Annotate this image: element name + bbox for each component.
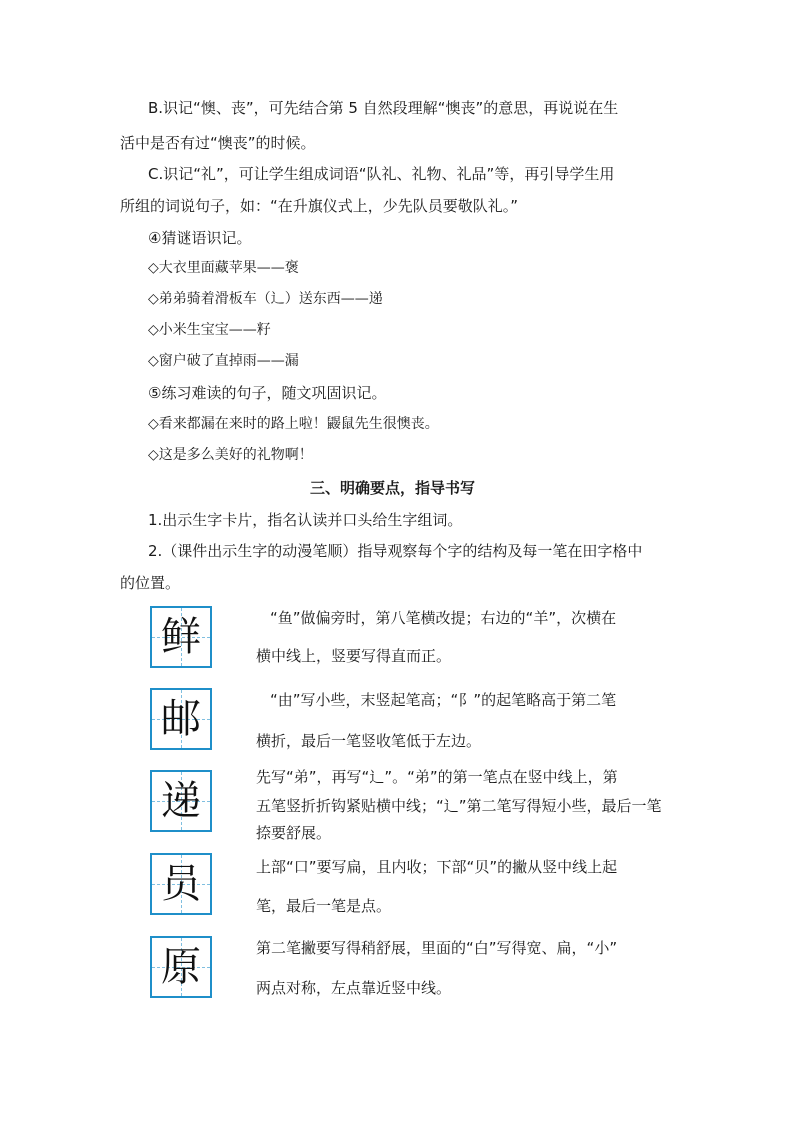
paragraph-line: C.识记“礼”，可让学生组成词语“队礼、礼物、礼品”等，再引导学生用 (148, 165, 615, 183)
character-description: 横折，最后一笔竖收笔低于左边。 (256, 732, 482, 750)
paragraph-line: ④猜谜语识记。 (148, 229, 252, 247)
tianzige-grid (150, 770, 212, 832)
tianzige-grid (150, 936, 212, 998)
tianzige-grid (150, 853, 212, 915)
step-line: 2.（课件出示生字的动漫笔顺）指导观察每个字的结构及每一笔在田字格中 (148, 542, 643, 560)
riddle-line: ◇大衣里面藏苹果——褒 (148, 260, 299, 276)
character-description: 五笔竖折折钩紧贴横中线；“辶”第二笔写得短小些，最后一笔 (256, 797, 662, 815)
riddle-line: ◇弟弟骑着滑板车（辶）送东西——递 (148, 291, 383, 307)
character-description: “鱼”做偏旁时，第八笔横改提；右边的“羊”，次横在 (270, 609, 617, 627)
step-line: 的位置。 (120, 574, 181, 592)
paragraph-line: B.识记“懊、丧”，可先结合第 5 自然段理解“懊丧”的意思，再说说在生 (148, 99, 619, 117)
character-description: “由”写小些，末竖起笔高；“阝”的起笔略高于第二笔 (270, 691, 617, 709)
riddle-line: ◇窗户破了直掉雨——漏 (148, 353, 299, 369)
character-description: 先写“弟”，再写“辶”。“弟”的第一笔点在竖中线上，第 (256, 768, 618, 786)
character-description: 横中线上，竖要写得直而正。 (256, 647, 452, 665)
paragraph-line: 活中是否有过“懊丧”的时候。 (120, 134, 316, 152)
character-glyph: 鲜 (161, 614, 201, 660)
character-description: 捺要舒展。 (256, 824, 332, 842)
tianzige-grid (150, 688, 212, 750)
section-title: 三、明确要点，指导书写 (310, 479, 476, 497)
sentence-line: ◇看来都漏在来时的路上啦！鼹鼠先生很懊丧。 (148, 416, 439, 432)
character-description: 上部“口”要写扁，且内收；下部“贝”的撇从竖中线上起 (256, 858, 618, 876)
step-line: 1.出示生字卡片，指名认读并口头给生字组词。 (148, 511, 463, 529)
character-glyph: 邮 (161, 696, 201, 742)
character-description: 第二笔撇要写得稍舒展，里面的“白”写得宽、扁，“小” (256, 939, 618, 957)
tianzige-grid (150, 606, 212, 668)
sentence-line: ◇这是多么美好的礼物啊！ (148, 447, 313, 463)
paragraph-line: ⑤练习难读的句子，随文巩固识记。 (148, 384, 387, 402)
character-glyph: 员 (161, 861, 201, 907)
character-glyph: 递 (161, 778, 201, 824)
character-glyph: 原 (161, 944, 201, 990)
character-description: 笔，最后一笔是点。 (256, 897, 392, 915)
paragraph-line: 所组的词说句子，如：“在升旗仪式上，少先队员要敬队礼。” (120, 197, 519, 215)
riddle-line: ◇小米生宝宝——籽 (148, 322, 271, 338)
character-description: 两点对称，左点靠近竖中线。 (256, 979, 452, 997)
